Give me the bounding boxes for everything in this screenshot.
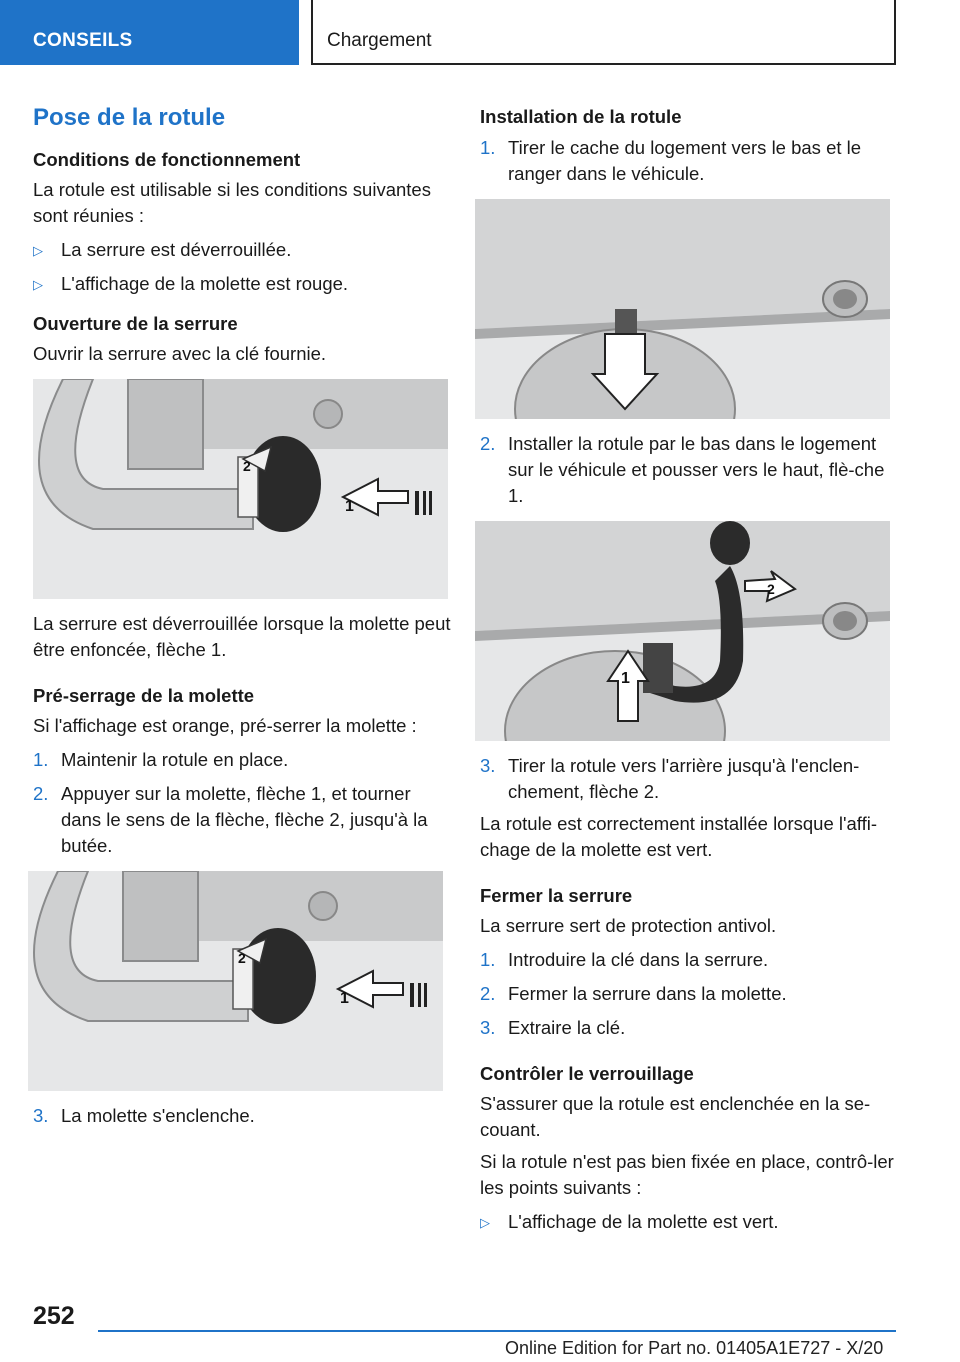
check-text-2: Si la rotule n'est pas bien fixée en place, contrô-ler les points suivants : — [480, 1151, 894, 1198]
install-ok-text: La rotule est correctement installée lorsque l'affi-chage de la molette est vert. — [480, 813, 878, 860]
open-text: Ouvrir la serrure avec la clé fournie. — [33, 343, 327, 364]
arrow1-label: 1 — [340, 990, 349, 1007]
list-item: 2. Fermer la serrure dans la molette. — [480, 983, 787, 1004]
list-item: 3. Tirer la rotule vers l'arrière jusqu'à l'enclen-chement, flèche 2. — [480, 755, 860, 802]
arrow2-label: 2 — [243, 458, 251, 474]
list-item: 2. Appuyer sur la molette, flèche 1, et tourner dans le sens de la flèche, flèche 2, jusqu'à la butée. — [33, 783, 428, 856]
triangle-right-icon: ▷ — [480, 1215, 490, 1230]
chapter-label: Chargement — [327, 30, 432, 51]
list-item: 3. Extraire la clé. — [480, 1017, 626, 1038]
close-text: La serrure sert de protection antivol. — [480, 915, 777, 936]
check-text-1: S'assurer que la rotule est enclenchée en la se-couant. — [480, 1093, 871, 1140]
section-label: CONSEILS — [33, 30, 133, 51]
install-heading: Installation de la rotule — [480, 106, 682, 127]
list-item: ▷ La serrure est déverrouillée. — [33, 237, 453, 263]
arrow1-label: 1 — [345, 498, 354, 515]
figure-lock-pretension — [28, 871, 443, 1091]
cond-text: La rotule est utilisable si les conditions suivantes sont réunies : — [33, 179, 431, 226]
figure-ball-install — [475, 521, 890, 741]
page-number: 252 — [33, 1302, 75, 1330]
arrow1-label: 1 — [621, 670, 630, 687]
check-heading: Contrôler le verrouillage — [480, 1063, 694, 1084]
list-item: ▷ L'affichage de la molette est rouge. — [33, 271, 453, 297]
list-item: 2. Installer la rotule par le bas dans le logement sur le véhicule et pousser vers le haut, flè-che 1. — [480, 433, 885, 506]
right-column — [480, 100, 900, 1235]
list-item: 1. Introduire la clé dans la serrure. — [480, 949, 769, 970]
pre-text: Si l'affichage est orange, pré-serrer la molette : — [33, 715, 417, 736]
list-item: 1. Maintenir la rotule en place. — [33, 749, 289, 770]
triangle-right-icon: ▷ — [33, 243, 43, 258]
open-heading: Ouverture de la serrure — [33, 313, 238, 334]
arrow2-label: 2 — [238, 950, 246, 966]
pre-heading: Pré-serrage de la molette — [33, 685, 255, 706]
open-caption: La serrure est déverrouillée lorsque la molette peut être enfoncée, flèche 1. — [33, 613, 451, 660]
page-title: Pose de la rotule — [33, 104, 226, 131]
section-tab — [0, 0, 299, 65]
footer-divider — [98, 1330, 896, 1332]
list-item: 1. Tirer le cache du logement vers le bas et le ranger dans le véhicule. — [480, 137, 862, 184]
edition-text: Online Edition for Part no. 01405A1E727 - X/20 — [505, 1338, 884, 1358]
arrow2-label: 2 — [767, 581, 775, 597]
figure-lock-unlocked — [33, 379, 448, 599]
chapter-tab — [311, 0, 896, 65]
figure-cover-removal — [475, 199, 890, 419]
list-item: ▷ L'affichage de la molette est vert. — [480, 1209, 900, 1235]
left-column — [33, 100, 453, 1129]
close-heading: Fermer la serrure — [480, 885, 633, 906]
list-item: 3. La molette s'enclenche. — [33, 1105, 255, 1126]
cond-heading: Conditions de fonctionnement — [33, 149, 301, 170]
triangle-right-icon: ▷ — [33, 277, 43, 292]
